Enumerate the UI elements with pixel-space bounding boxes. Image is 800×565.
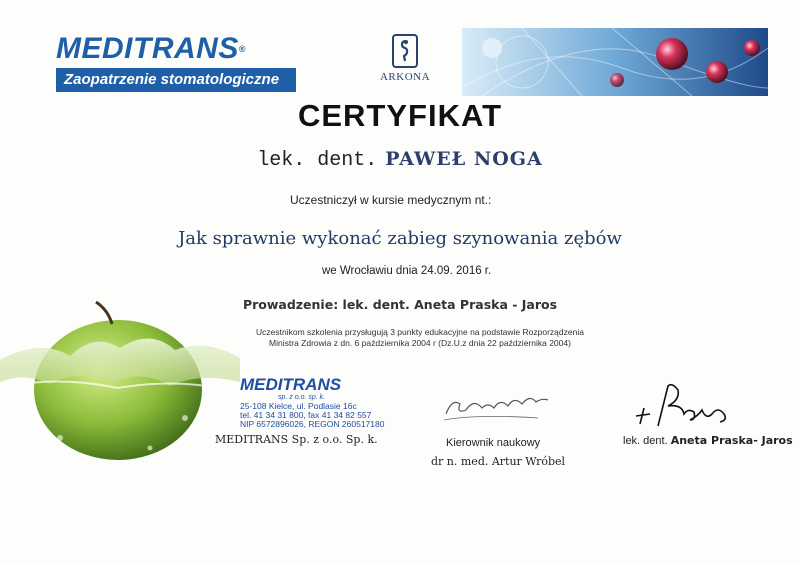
stamp-address: 25-108 Kielce, ul. Podlasie 16c bbox=[240, 401, 357, 411]
signatory-name: dr n. med. Artur Wróbel bbox=[431, 455, 566, 468]
stamp-name: MEDITRANS bbox=[240, 375, 342, 394]
signatory2-name: Aneta Praska- Jaros bbox=[670, 434, 793, 447]
course-intro: Uczestniczył w kursie medycznym nt.: bbox=[290, 193, 492, 207]
recipient-prefix: lek. dent. bbox=[257, 149, 378, 172]
meditrans-logo bbox=[56, 34, 301, 92]
course-title: Jak sprawnie wykonać zabieg szynowania zębów bbox=[178, 228, 622, 249]
points-line-1: Uczestnikom szkolenia przysługują 3 punkty edukacyjne na podstawie Rozporządzenia bbox=[256, 327, 584, 337]
course-lead: Prowadzenie: lek. dent. Aneta Praska - Jaros bbox=[242, 297, 558, 312]
signature-praska-jaros bbox=[632, 380, 742, 430]
signatory-role: Kierownik naukowy bbox=[446, 437, 541, 449]
registered-mark: ® bbox=[238, 44, 246, 54]
company-label: MEDITRANS Sp. z o.o. Sp. k. bbox=[215, 433, 378, 446]
arkona-logo bbox=[375, 34, 435, 83]
brand-tagline: Zaopatrzenie stomatologiczne bbox=[56, 68, 296, 92]
company-stamp bbox=[240, 375, 385, 429]
brand-name: MEDITRANS bbox=[56, 32, 239, 65]
signatory2-prefix: lek. dent. bbox=[623, 435, 668, 447]
apple-splash-image bbox=[0, 298, 240, 468]
stamp-phone: tel. 41 34 31 800, fax 41 34 82 557 bbox=[240, 410, 372, 420]
arkona-emblem-icon bbox=[392, 34, 418, 68]
place-date: we Wrocławiu dnia 24.09. 2016 r. bbox=[322, 265, 492, 277]
header-banner-image bbox=[462, 28, 768, 96]
signature-wrobel bbox=[438, 384, 558, 424]
points-line-2: Ministra Zdrowia z dn. 6 października 2004 r (Dz.U.z dnia 22 października 2004) bbox=[269, 338, 571, 348]
certificate-title: CERTYFIKAT bbox=[297, 98, 503, 133]
stamp-ids: NIP 6572896026, REGON 260517180 bbox=[240, 419, 385, 429]
education-points-note bbox=[220, 327, 620, 349]
recipient-line bbox=[0, 148, 800, 172]
arkona-name: ARKONA bbox=[379, 71, 431, 83]
signatory2-caption bbox=[623, 434, 793, 447]
recipient-name: PAWEŁ NOGA bbox=[385, 148, 543, 170]
stamp-legal-form: sp. z o.o. sp. k. bbox=[278, 394, 326, 401]
